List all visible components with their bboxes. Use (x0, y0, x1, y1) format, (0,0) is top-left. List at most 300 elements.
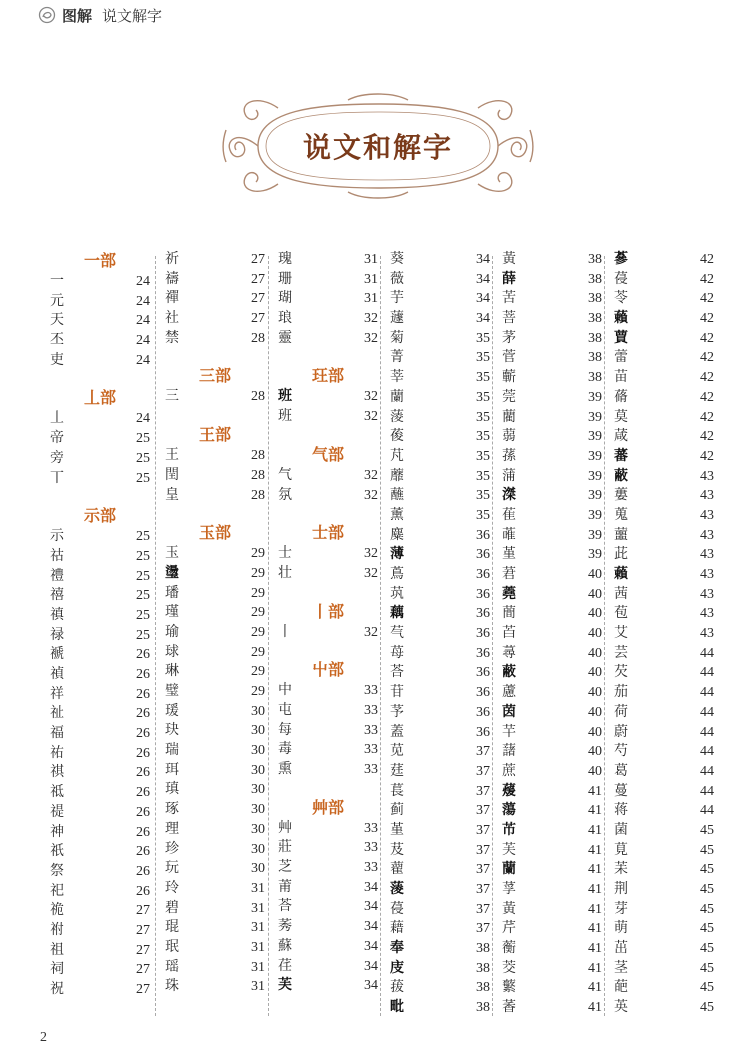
index-entry (390, 565, 490, 585)
entry-page: 37 (476, 901, 490, 917)
entry-character: 旁 (50, 449, 64, 466)
entry-character: 薰 (390, 506, 404, 523)
index-entry (165, 840, 265, 860)
index-entry (502, 919, 602, 939)
index-entry (165, 761, 265, 781)
radical-heading: 丨部 (311, 601, 344, 621)
entry-page: 30 (251, 762, 265, 778)
index-entry (390, 782, 490, 802)
entry-page: 37 (476, 822, 490, 838)
radical-heading: 王部 (198, 425, 231, 445)
index-entry (165, 800, 265, 820)
entry-character: 蘼 (390, 467, 404, 484)
entry-page: 41 (588, 803, 602, 819)
entry-character: 蓨 (614, 388, 628, 405)
index-entry (390, 644, 490, 664)
entry-character: 苓 (614, 290, 628, 307)
entry-page: 27 (251, 271, 265, 287)
index-entry (50, 783, 150, 803)
index-entry (165, 918, 265, 938)
entry-page: 29 (251, 585, 265, 601)
entry-page: 38 (588, 271, 602, 287)
index-entry (165, 741, 265, 761)
index-entry (614, 998, 714, 1018)
entry-page: 31 (251, 880, 265, 896)
entry-page: 33 (364, 820, 378, 836)
entry-page: 26 (136, 667, 150, 682)
entry-character: 示 (50, 528, 64, 545)
entry-page: 32 (364, 311, 378, 327)
entry-page: 32 (364, 546, 378, 562)
entry-page: 26 (136, 706, 150, 722)
entry-page: 39 (588, 547, 602, 563)
entry-page: 32 (364, 487, 378, 503)
entry-page: 44 (700, 704, 714, 720)
index-entry (502, 624, 602, 644)
entry-character: 蕾 (614, 349, 628, 366)
entry-page: 26 (136, 804, 150, 820)
entry-character: 苷 (390, 684, 404, 701)
entry-character: 瑞 (165, 742, 179, 759)
entry-page: 45 (700, 1000, 714, 1016)
entry-character: 英 (614, 999, 628, 1016)
entry-character: 堇 (502, 546, 516, 563)
entry-character: 瑜 (165, 623, 179, 640)
index-entry (165, 643, 265, 663)
index-entry (278, 858, 378, 878)
index-entry (50, 862, 150, 882)
entry-character: 瑚 (278, 290, 292, 307)
entry-page: 32 (364, 565, 378, 581)
entry-page: 31 (364, 271, 378, 287)
index-entry (502, 388, 602, 408)
index-column (165, 250, 265, 997)
entry-page: 43 (700, 567, 714, 582)
index-entry (50, 351, 150, 371)
entry-character: 毗 (390, 999, 404, 1016)
entry-character: 莩 (502, 881, 516, 897)
index-entry (614, 801, 714, 821)
index-entry (390, 250, 490, 270)
entry-page: 35 (476, 350, 490, 366)
entry-page: 27 (136, 982, 150, 997)
section-gap (278, 505, 378, 522)
entry-character: 祥 (50, 685, 64, 702)
index-entry (278, 878, 378, 898)
entry-character: 每 (278, 721, 292, 738)
index-entry (278, 289, 378, 309)
index-entry (390, 447, 490, 467)
entry-character: 艸 (278, 819, 292, 836)
entry-character: 藾 (614, 566, 628, 582)
entry-page: 24 (136, 313, 150, 329)
entry-page: 29 (251, 664, 265, 680)
entry-page: 40 (588, 685, 602, 701)
index-entry (502, 841, 602, 861)
entry-character: 芙 (278, 977, 292, 994)
entry-page: 30 (251, 782, 265, 798)
entry-page: 25 (136, 588, 150, 604)
radical-heading: 屮部 (311, 660, 344, 680)
entry-page: 36 (476, 586, 490, 602)
entry-character: 蘭 (502, 861, 516, 878)
entry-page: 40 (588, 704, 602, 720)
entry-page: 37 (476, 763, 490, 779)
entry-character: 芸 (614, 644, 628, 661)
entry-page: 29 (251, 546, 265, 562)
entry-character: 珥 (165, 761, 179, 778)
index-column (50, 250, 150, 1000)
entry-page: 25 (136, 568, 150, 584)
index-entry (502, 782, 602, 802)
entry-character: 庋 (390, 959, 404, 976)
entry-character: 荅 (278, 898, 292, 915)
entry-character: 黃 (502, 900, 516, 917)
index-entry (502, 348, 602, 368)
index-entry (502, 447, 602, 467)
entry-character: 班 (278, 408, 292, 425)
entry-character: 蓟 (390, 802, 404, 819)
entry-character: 茅 (502, 329, 516, 346)
entry-character: 皇 (165, 486, 179, 503)
index-entry (502, 900, 602, 920)
entry-page: 38 (588, 311, 602, 327)
entry-character: 丨 (278, 623, 292, 640)
entry-character: 藷 (502, 743, 516, 760)
index-entry (50, 272, 150, 292)
entry-character: 蘭 (390, 388, 404, 405)
entry-page: 26 (136, 824, 150, 840)
entry-character: 萇 (390, 782, 404, 799)
entry-page: 30 (251, 861, 265, 877)
entry-page: 35 (476, 409, 490, 425)
entry-page: 41 (588, 941, 602, 957)
index-entry (502, 545, 602, 565)
entry-page: 41 (588, 921, 602, 937)
index-entry (390, 801, 490, 821)
entry-character: 瑗 (165, 702, 179, 719)
entry-page: 40 (588, 567, 602, 582)
entry-page: 36 (476, 724, 490, 740)
index-entry (278, 681, 378, 701)
index-entry (614, 624, 714, 644)
book-title: 说文解字 (102, 6, 163, 25)
index-entry (50, 547, 150, 567)
entry-character: 珍 (165, 840, 179, 857)
running-header (38, 4, 162, 26)
index-entry (165, 289, 265, 309)
section-gap (50, 488, 150, 505)
entry-page: 42 (700, 311, 714, 327)
index-entry (50, 980, 150, 1000)
entry-character: 禮 (50, 567, 64, 584)
index-entry (50, 724, 150, 744)
entry-character: 茵 (502, 703, 516, 720)
entry-character: 玦 (165, 722, 179, 739)
entry-character: 萑 (502, 506, 516, 523)
index-entry (278, 466, 378, 486)
index-entry (390, 978, 490, 998)
index-entry (502, 742, 602, 762)
index-entry (278, 957, 378, 977)
index-entry (50, 292, 150, 312)
index-entry (50, 882, 150, 902)
index-entry (502, 801, 602, 821)
entry-page: 41 (588, 960, 602, 976)
entry-page: 38 (476, 980, 490, 996)
radical-heading: 艸部 (311, 797, 344, 817)
entry-character: 芞 (390, 625, 404, 642)
index-entry (502, 309, 602, 329)
index-entry (614, 723, 714, 743)
entry-page: 40 (588, 763, 602, 779)
entry-character: 神 (50, 823, 64, 840)
entry-character: 莆 (278, 878, 292, 895)
entry-page: 27 (251, 311, 265, 327)
entry-character: 玩 (165, 860, 179, 877)
entry-page: 29 (251, 624, 265, 640)
index-entry (390, 388, 490, 408)
index-entry (390, 526, 490, 546)
entry-page: 30 (251, 703, 265, 719)
entry-character: 芇 (502, 821, 516, 838)
index-entry (614, 289, 714, 309)
entry-character: 葴 (614, 428, 628, 445)
index-entry (165, 270, 265, 290)
index-entry (278, 544, 378, 564)
index-entry (390, 880, 490, 900)
index-entry (390, 841, 490, 861)
entry-character: 葩 (614, 979, 628, 996)
entry-character: 祔 (50, 921, 64, 938)
index-entry (614, 250, 714, 270)
section-gap (278, 642, 378, 659)
entry-page: 39 (588, 448, 602, 464)
index-entry (165, 702, 265, 722)
entry-page: 37 (476, 921, 490, 937)
entry-page: 29 (251, 644, 265, 660)
index-entry (614, 644, 714, 664)
index-entry (502, 821, 602, 841)
entry-character: 祖 (50, 941, 64, 958)
index-entry (278, 250, 378, 270)
index-entry (165, 958, 265, 978)
entry-page: 38 (476, 1000, 490, 1016)
column-divider (155, 256, 156, 1016)
entry-page: 42 (700, 429, 714, 445)
index-entry (502, 506, 602, 526)
column-divider (604, 256, 605, 1016)
entry-page: 36 (476, 547, 490, 563)
index-entry (614, 368, 714, 388)
entry-page: 31 (251, 959, 265, 975)
entry-character: 禪 (165, 290, 179, 307)
index-entry (165, 584, 265, 604)
index-entry (390, 486, 490, 506)
entry-character: 帝 (50, 430, 64, 447)
entry-character: 苞 (614, 605, 628, 622)
entry-character: 葛 (614, 762, 628, 779)
entry-character: 苗 (614, 369, 628, 386)
index-entry (278, 760, 378, 780)
entry-page: 25 (136, 607, 150, 623)
radical-heading: 气部 (311, 444, 344, 464)
section-title: 说文和解字 (302, 131, 453, 164)
entry-character: 瑰 (278, 251, 292, 267)
entry-page: 33 (364, 840, 378, 856)
entry-page: 35 (476, 488, 490, 504)
entry-page: 44 (700, 803, 714, 819)
column-divider (268, 256, 269, 1016)
section-gap (278, 780, 378, 797)
entry-character: 禄 (50, 626, 64, 643)
entry-character: 三 (165, 388, 179, 405)
entry-page: 29 (251, 605, 265, 621)
index-entry (502, 959, 602, 979)
entry-page: 43 (700, 606, 714, 622)
index-entry (278, 937, 378, 957)
entry-page: 28 (251, 487, 265, 503)
entry-page: 28 (251, 467, 265, 483)
entry-page: 28 (251, 330, 265, 346)
entry-character: 珊 (278, 270, 292, 287)
entry-character: 蒻 (502, 428, 516, 445)
index-entry (165, 780, 265, 800)
entry-character: 莫 (614, 408, 628, 425)
entry-character: 蕘 (502, 585, 516, 602)
entry-page: 39 (588, 389, 602, 405)
index-entry (502, 427, 602, 447)
index-entry (390, 703, 490, 723)
entry-page: 42 (700, 409, 714, 425)
entry-page: 39 (588, 468, 602, 484)
entry-character: 芧 (390, 703, 404, 720)
entry-page: 40 (588, 744, 602, 760)
column-divider (380, 256, 381, 1016)
entry-page: 35 (476, 468, 490, 484)
index-entry (614, 762, 714, 782)
entry-page: 30 (251, 723, 265, 739)
entry-page: 39 (588, 507, 602, 523)
entry-page: 30 (251, 821, 265, 837)
index-entry (614, 467, 714, 487)
index-entry (502, 998, 602, 1018)
entry-character: 祈 (165, 251, 179, 267)
index-entry (50, 763, 150, 783)
entry-page: 41 (588, 822, 602, 838)
index-entry (165, 603, 265, 623)
entry-character: 藋 (390, 861, 404, 878)
entry-character: 蓀 (502, 447, 516, 464)
entry-page: 36 (476, 606, 490, 622)
index-entry (614, 959, 714, 979)
entry-page: 38 (588, 291, 602, 307)
entry-character: 琅 (278, 310, 292, 327)
index-entry (614, 309, 714, 329)
entry-character: 毒 (278, 741, 292, 758)
entry-character: 芝 (278, 859, 292, 876)
entry-page: 31 (251, 939, 265, 955)
index-entry (502, 250, 602, 270)
entry-character: 茭 (502, 959, 516, 976)
entry-character: 蘁 (614, 526, 628, 543)
entry-character: 琢 (165, 801, 179, 818)
entry-page: 40 (588, 626, 602, 642)
entry-character: 菊 (390, 329, 404, 346)
entry-page: 40 (588, 724, 602, 740)
index-entry (50, 960, 150, 980)
entry-character: 藺 (502, 408, 516, 425)
entry-page: 42 (700, 271, 714, 287)
section-title-ornament (218, 90, 538, 202)
index-entry (502, 368, 602, 388)
section-gap (50, 370, 150, 387)
entry-page: 43 (700, 586, 714, 602)
entry-character: 祪 (50, 902, 64, 919)
index-entry (50, 606, 150, 626)
entry-page: 45 (700, 882, 714, 897)
index-column (614, 250, 714, 1018)
entry-character: 葠 (614, 270, 628, 287)
entry-page: 24 (136, 274, 150, 289)
index-entry (165, 662, 265, 682)
index-entry (50, 704, 150, 724)
index-entry (165, 250, 265, 270)
entry-character: 蔦 (390, 566, 404, 582)
entry-page: 30 (251, 802, 265, 818)
entry-page: 27 (251, 291, 265, 307)
entry-character: 气 (278, 466, 292, 483)
index-entry (390, 663, 490, 683)
entry-character: 葠 (390, 900, 404, 917)
entry-character: 祐 (50, 744, 64, 761)
radical-heading: 丄部 (83, 388, 116, 408)
index-entry (390, 270, 490, 290)
index-entry (614, 860, 714, 880)
entry-page: 26 (136, 844, 150, 860)
entry-page: 38 (588, 370, 602, 386)
entry-page: 42 (700, 291, 714, 307)
entry-page: 35 (476, 370, 490, 386)
entry-character: 蔘 (614, 251, 628, 267)
entry-character: 璠 (165, 584, 179, 601)
entry-page: 44 (700, 763, 714, 779)
entry-character: 瑱 (165, 781, 179, 798)
index-entry (165, 309, 265, 329)
entry-character: 祗 (50, 784, 64, 801)
entry-page: 33 (364, 722, 378, 738)
entry-character: 丕 (50, 332, 64, 349)
entry-page: 45 (700, 901, 714, 917)
index-entry (614, 348, 714, 368)
entry-page: 38 (588, 350, 602, 366)
entry-page: 35 (476, 429, 490, 445)
index-entry (50, 901, 150, 921)
entry-page: 27 (136, 962, 150, 978)
entry-character: 璧 (165, 683, 179, 699)
entry-character: 菝 (390, 979, 404, 996)
entry-character: 蘩 (502, 979, 516, 996)
index-entry (390, 506, 490, 526)
entry-character: 福 (50, 725, 64, 742)
entry-page: 25 (136, 529, 150, 545)
entry-character: 苿 (614, 861, 628, 878)
index-entry (502, 644, 602, 664)
entry-character: 蘸 (390, 487, 404, 504)
entry-character: 芙 (502, 841, 516, 858)
index-entry (165, 329, 265, 349)
entry-page: 31 (364, 252, 378, 267)
